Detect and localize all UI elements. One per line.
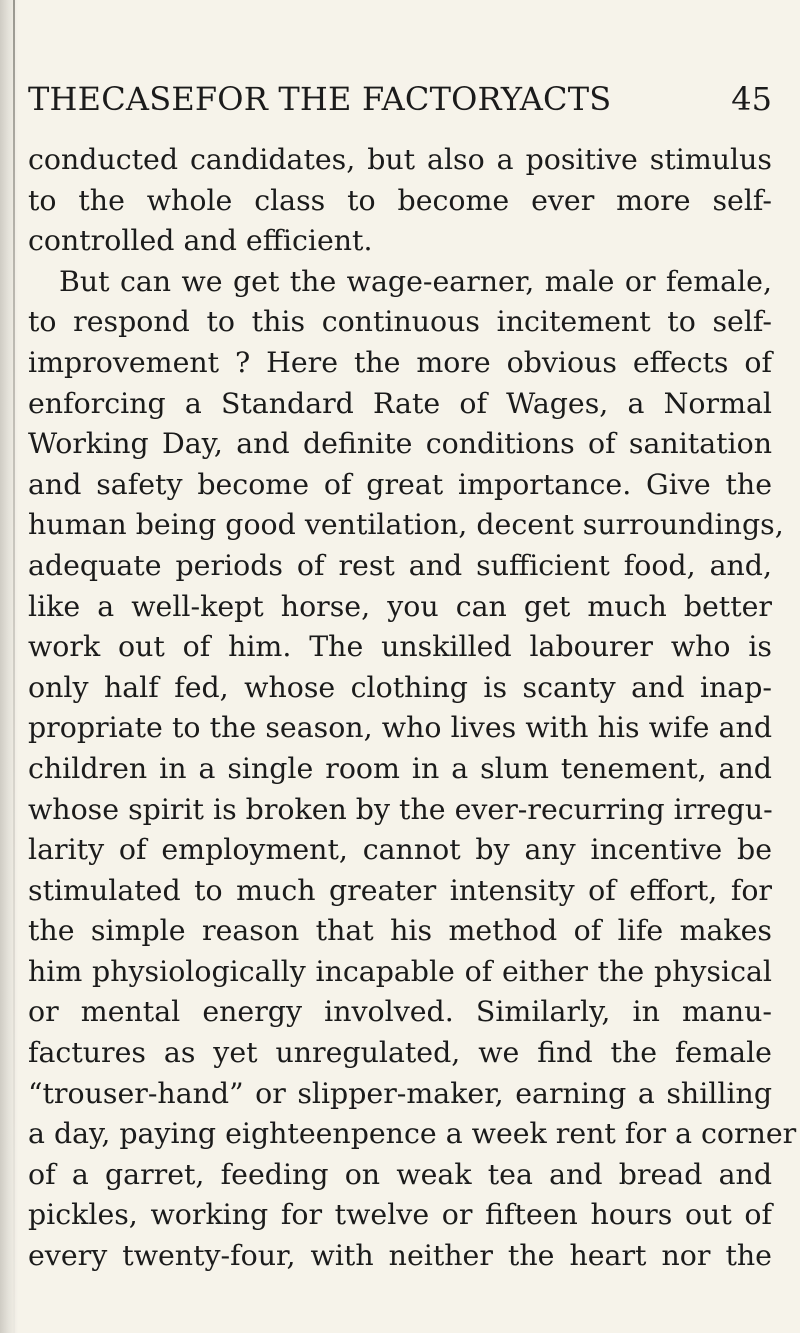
page-number: 45 [731,80,772,118]
text-line: stimulated to much greater intensity of effort, for [28,873,772,907]
text-line: Working Day, and definite conditions of sanitation [28,427,772,461]
body-text [28,140,797,1277]
text-line: a day, paying eighteenpence a week rent for a corner [28,1117,797,1151]
text-line: to the whole class to become ever more self- [28,183,772,217]
text-line: to respond to this continuous incitement to self- [28,305,772,339]
text-line: propriate to the season, who lives with his wife and [28,711,772,745]
running-head [28,80,772,130]
text-line: of a garret, feeding on weak tea and bread and [28,1157,772,1191]
running-title: THECASEFOR THE FACTORYACTS [28,80,612,118]
text-line: the simple reason that his method of life makes [28,914,772,948]
text-line: conducted candidates, but also a positive stimulus [28,143,772,176]
text-line: pickles, working for twelve or fifteen hours out of [28,1198,772,1232]
text-line: human being good ventilation, decent surroundings, [28,508,784,542]
text-line: controlled and efficient. [28,224,373,258]
text-line: improvement ? Here the more obvious effects of [28,345,772,379]
text-line: him physiologically incapable of either the physical [28,954,772,988]
text-line: like a well-kept horse, you can get much better [28,589,772,623]
text-line: every twenty-four, with neither the heart nor the [28,1239,772,1273]
text-line: and safety become of great importance. Give the [28,467,772,501]
text-line: “trouser-hand” or slipper-maker, earning a shilling [28,1076,772,1110]
text-line: enforcing a Standard Rate of Wages, a Normal [28,386,772,420]
text-line: only half fed, whose clothing is scanty and inap- [28,670,772,704]
text-line: adequate periods of rest and sufficient food, and, [28,548,772,582]
text-line: But can we get the wage-earner, male or female, [59,264,772,298]
text-line: whose spirit is broken by the ever-recurring irregu- [28,792,773,826]
text-line: or mental energy involved. Similarly, in manu- [28,995,772,1029]
text-line: larity of employment, cannot by any incentive be [28,833,772,867]
text-line: children in a single room in a slum tenement, and [28,751,772,785]
text-line: work out of him. The unskilled labourer who is [28,630,772,664]
text-line: factures as yet unregulated, we find the female [28,1036,772,1070]
